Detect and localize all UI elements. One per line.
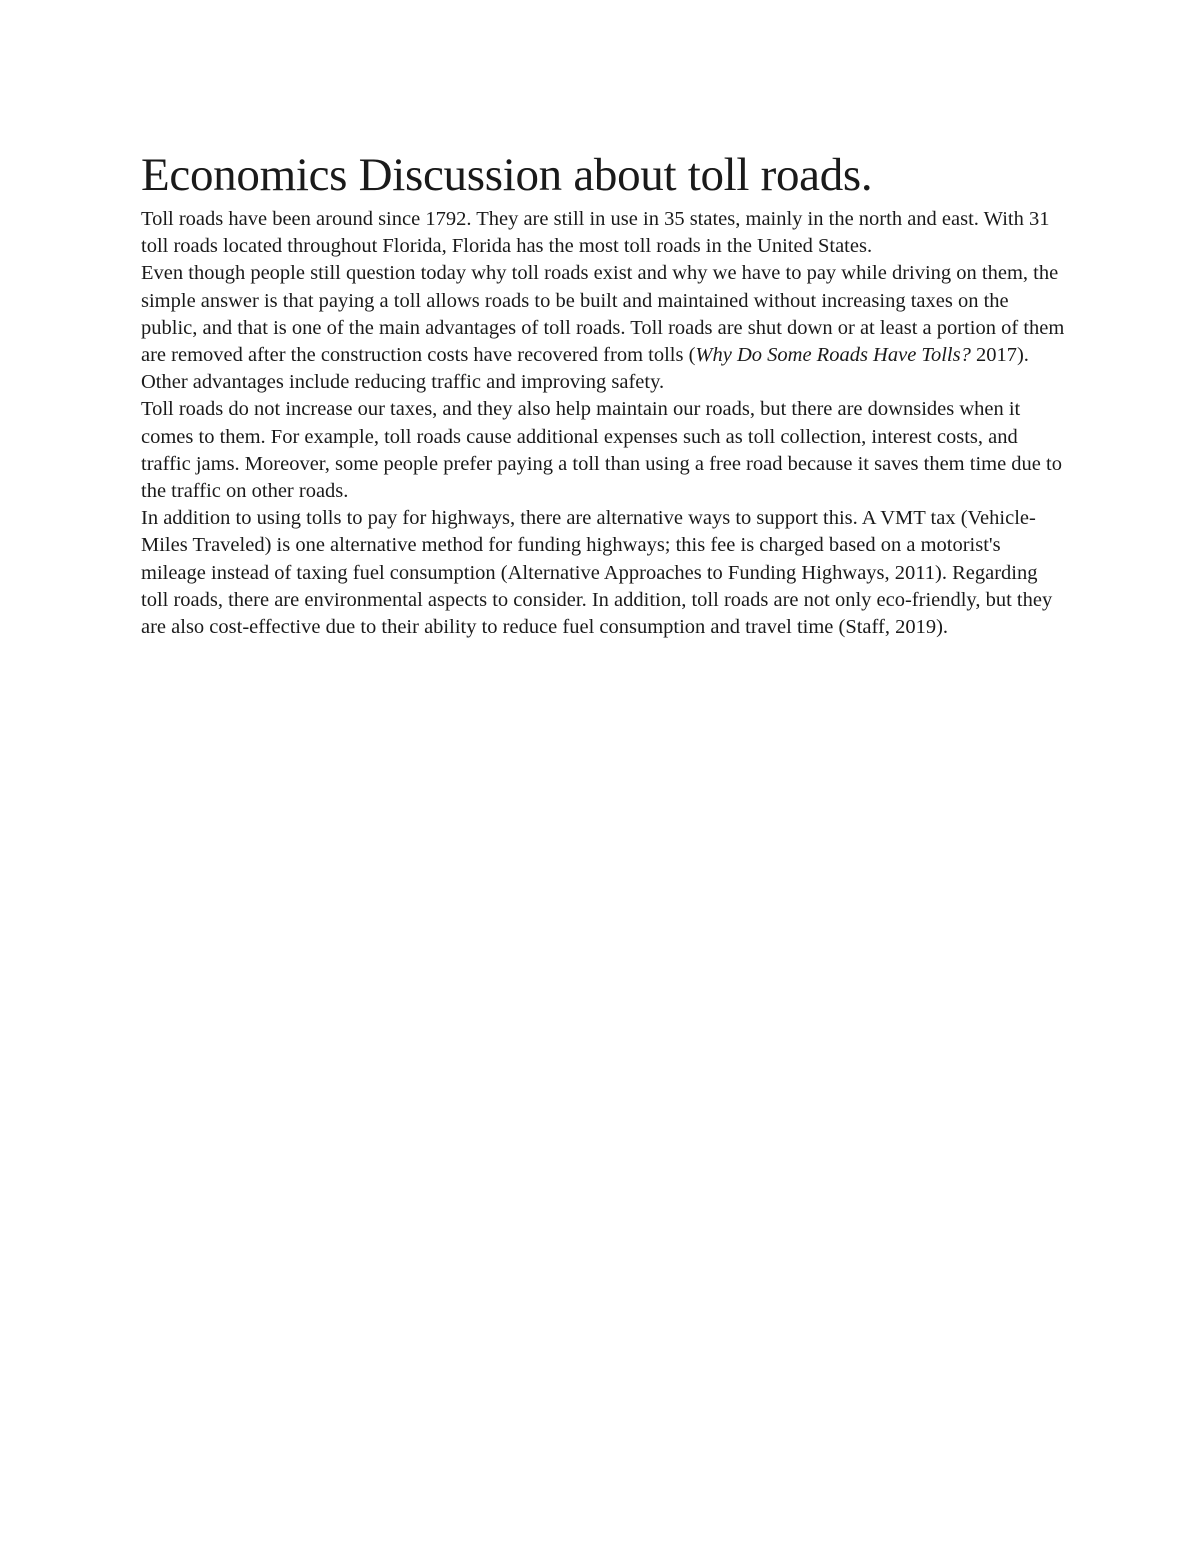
- paragraph-alternatives: In addition to using tolls to pay for highways, there are alternative ways to support this. A VMT tax (Vehicle-Miles Traveled) is one alternative method for funding highways; this fee is charged based on a motorist's mileage instead of taxing fuel consumption (Alternative Approaches to Funding Highways, 2011). Regarding toll roads, there are environmental aspects to consider. In addition, toll roads are not only eco-friendly, but they are also cost-effective due to their ability to reduce fuel consumption and travel time (Staff, 2019).: [141, 507, 1053, 639]
- document-body: [141, 146, 1066, 641]
- citation-title: Why Do Some Roads Have Tolls?: [695, 344, 971, 367]
- paragraph-text: 2017). Other advantages include reducing traffic and improving safety.: [141, 344, 1029, 394]
- document-title: Economics Discussion about toll roads.: [141, 149, 873, 201]
- paragraph-toll-history: Toll roads have been around since 1792. They are still in use in 35 states, mainly in the north and east. With 31 toll roads located throughout Florida, Florida has the most toll roads in the United States.: [141, 208, 1050, 258]
- paragraph-toll-downsides: Toll roads do not increase our taxes, and they also help maintain our roads, but there are downsides when it comes to them. For example, toll roads cause additional expenses such as toll collection, interest costs, and traffic jams. Moreover, some people prefer paying a toll than using a free road because it saves them time due to the traffic on other roads.: [141, 398, 1062, 503]
- paragraph-toll-advantages: [141, 260, 1066, 396]
- paragraph-text: Even though people still question today why toll roads exist and why we have to pay while driving on them, the simple answer is that paying a toll allows roads to be built and maintained without increasing taxes on the public, and that is one of the main advantages of toll roads. Toll roads are shut down or at least a portion of them are removed after the construction costs have recovered from tolls (: [141, 262, 1065, 367]
